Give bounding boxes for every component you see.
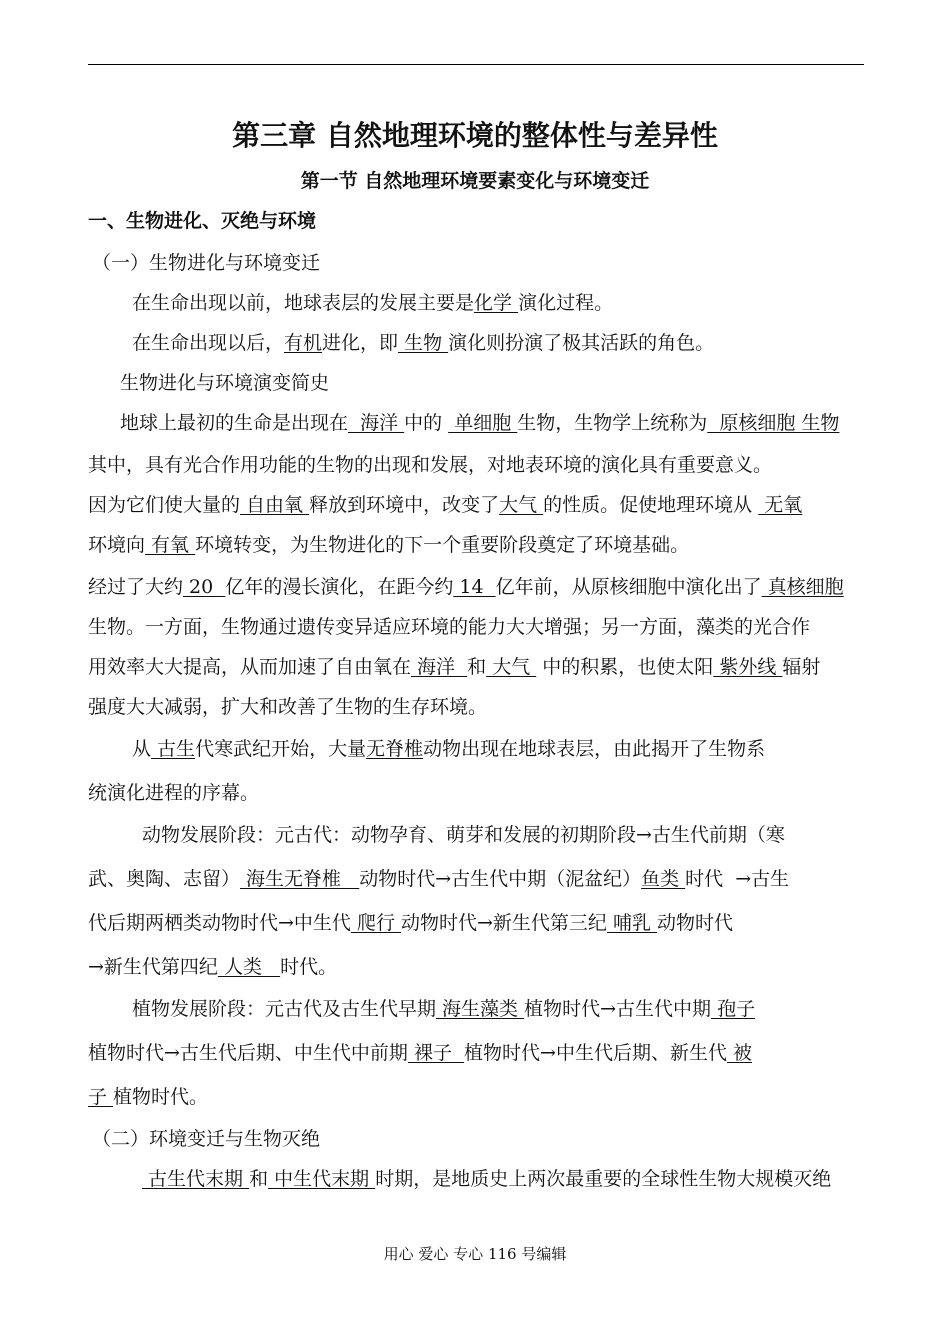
text-run: 在生命出现以前，地球表层的发展主要是 [132,292,475,314]
paragraph-line [88,692,950,722]
text-run: 地球上最初的生命是出现在 [120,412,349,434]
text-run: 从 [132,738,152,760]
fill-in-answer: 单细胞 [448,412,518,434]
text-run: 演化过程。 [518,292,614,314]
fill-in-answer: 裸子 [407,1042,465,1064]
paragraph-line [88,612,950,642]
text-run: 亿年的漫长演化，在距今约 [225,576,454,598]
paragraph-line [88,952,950,982]
text-run: 植物时代。 [113,1086,209,1108]
fill-in-answer: 真核细胞 [761,576,844,598]
text-run: 动物时代 [657,912,734,934]
text-run: 时期，是地质史上两次最重要的全球性生物大规模灭绝 [375,1168,832,1190]
paragraph-line [88,908,950,938]
paragraph-line [88,778,950,808]
paragraph-line [132,328,950,358]
paragraph-line [120,368,950,398]
text-run: 生物。一方面，生物通过遗传变异适应环境的能力大大增强；另一方面，藻类的光合作 [88,616,811,638]
fill-in-answer: 孢子 [711,998,756,1020]
section-subtitle: 第一节 自然地理环境要素变化与环境变迁 [300,170,650,192]
text-run: 进化，即 [322,332,399,354]
text-run: 动物出现在地球表层，由此揭开了生物系 [423,738,766,760]
fill-in-answer: 子 [88,1086,114,1108]
fill-in-answer: 自由氧 [240,494,310,516]
paragraph-line [88,450,950,480]
fill-in-answer: 14 [453,576,496,598]
fill-in-answer: 海洋 [348,412,405,434]
fill-in-answer: 原核细胞 生物 [707,412,840,434]
text-run: 动物时代→新生代第三纪 [401,912,607,934]
paragraph-line [132,994,950,1024]
paragraph-line [88,490,950,520]
fill-in-answer: 古生 [151,738,196,760]
text-run: 强度大大减弱，扩大和改善了生物的生存环境。 [88,696,488,718]
fill-in-answer: 大气 [499,494,544,516]
text-run: 植物时代→古生代后期、中生代中前期 [88,1042,408,1064]
text-run: 环境转变，为生物进化的下一个重要阶段奠定了环境基础。 [195,534,690,556]
fill-in-answer: 紫外线 [713,656,783,678]
fill-in-answer: 人类 [217,956,281,978]
text-run: 武、奥陶、志留） [88,868,241,890]
header-rule [88,64,864,65]
fill-in-answer: 海生藻类 [436,998,525,1020]
text-run: 植物发展阶段：元古代及古生代早期 [132,998,437,1020]
fill-in-answer: 海洋 [411,656,468,678]
paragraph-line [142,1164,950,1194]
text-run: 代寒武纪开始，大量 [195,738,367,760]
text-run: 环境向 [88,534,146,556]
fill-in-answer: 无氧 [758,494,803,516]
page-footer: 用心 爱心 专心 116 号编辑 [383,1245,567,1263]
paragraph-line [88,652,950,682]
paragraph-line [88,1082,950,1112]
paragraph-line [88,530,950,560]
text-run: 中的 [404,412,449,434]
paragraph-line [88,864,950,894]
text-run: 生物，生物学上统称为 [517,412,708,434]
chapter-title: 第三章 自然地理环境的整体性与差异性 [232,119,718,152]
section-heading: 一、生物进化、灭绝与环境 [88,210,317,232]
text-run: 生物进化与环境演变简史 [120,372,330,394]
fill-in-answer: 鱼类 [641,868,686,890]
text-run: 辐射 [782,656,821,678]
text-run: 其中，具有光合作用功能的生物的出现和发展，对地表环境的演化具有重要意义。 [88,454,773,476]
text-run: 中的积累，也使太阳 [536,656,714,678]
text-run: 释放到环境中，改变了 [309,494,500,516]
paragraph-line [132,734,950,764]
fill-in-answer: 无脊椎 [366,738,424,760]
fill-in-answer: 哺乳 [606,912,658,934]
fill-in-answer: 有氧 [145,534,196,556]
text-run: 用效率大大提高，从而加速了自由氧在 [88,656,412,678]
paragraph-line [132,288,950,318]
text-run: 亿年前，从原核细胞中演化出了 [495,576,762,598]
text-run: 时代。 [280,956,338,978]
text-run: 经过了大约 [88,576,184,598]
text-run: →新生代第四纪 [88,956,218,978]
fill-in-answer: 中生代末期 [268,1168,376,1190]
fill-in-answer: 爬行 [350,912,402,934]
text-run: 动物时代→古生代中期（泥盆纪） [359,868,642,890]
text-run: 代后期两栖类动物时代→中生代 [88,912,351,934]
text-run: 植物时代→中生代后期、新生代 [464,1042,727,1064]
fill-in-answer: 20 [183,576,226,598]
paragraph-line [88,1038,950,1068]
fill-in-answer: 有机 [284,332,323,354]
fill-in-answer: 化学 [474,292,519,314]
sub-heading: （一）生物进化与环境变迁 [92,252,321,274]
text-run: 因为它们使大量的 [88,494,241,516]
text-run: 演化则扮演了极其活跃的角色。 [448,332,715,354]
text-run: 和 [249,1168,269,1190]
fill-in-answer: 生物 [398,332,449,354]
paragraph-line [88,572,950,602]
text-run: 和 [467,656,487,678]
text-run: 统演化进程的序幕。 [88,782,260,804]
sub-heading: （二）环境变迁与生物灭绝 [92,1128,321,1150]
paragraph-line [142,820,950,850]
fill-in-answer: 海生无脊椎 [240,868,360,890]
text-run: 在生命出现以后， [132,332,285,354]
text-run: 的性质。促使地理环境从 [543,494,759,516]
fill-in-answer: 古生代末期 [142,1168,250,1190]
paragraph-line [120,408,950,438]
text-run: 动物发展阶段：元古代：动物孕育、萌芽和发展的初期阶段→古生代前期（寒 [142,824,785,846]
text-run: 植物时代→古生代中期 [524,998,712,1020]
fill-in-answer: 被 [726,1042,753,1064]
text-run: 时代 →古生 [685,868,790,890]
fill-in-answer: 大气 [486,656,537,678]
